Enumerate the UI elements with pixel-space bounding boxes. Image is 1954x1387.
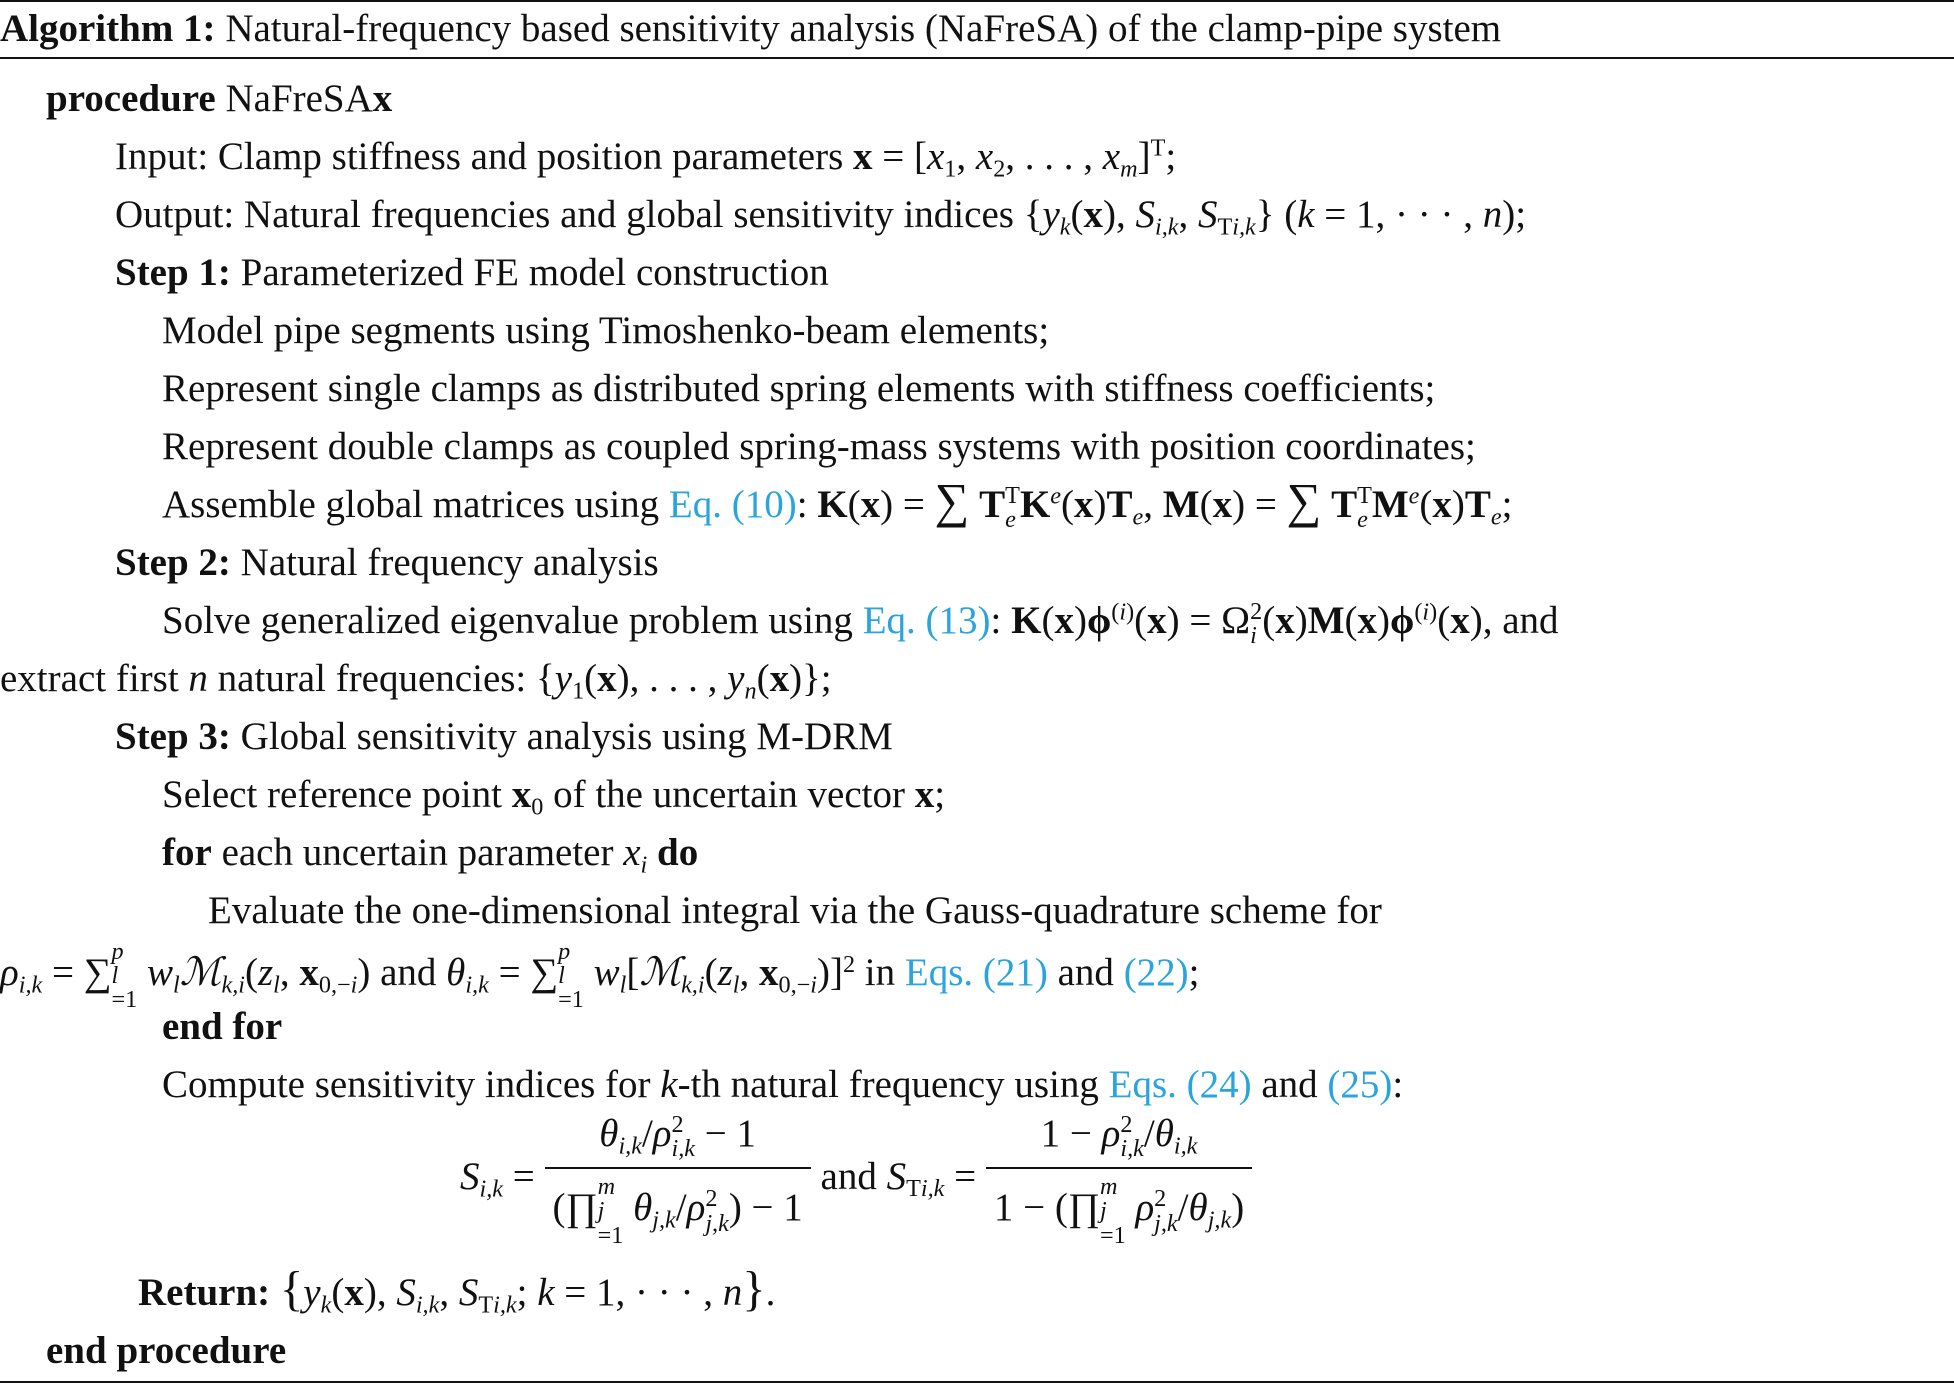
step3-eval-line: Evaluate the one-dimensional integral via the Gauss-quadrature scheme for <box>208 889 1382 932</box>
procedure-name: NaFreSA <box>225 77 373 120</box>
sensitivity-formula: $S_{i,k}$ = $\theta_{i,k}/\rho$ 2 i,k − 1 (∏ m j =1 $\theta_{j,k}/\rho$ 2 j,k ) − 1 and $S_{Ti,k}$ = 1 − ρ 2 i,k $/\theta_{i,k}$ 1 − (∏ m j =1 ρ 2 j,k $/\theta_{j,k}$) <box>460 1112 1252 1262</box>
ref-eq22[interactable]: (22) <box>1123 951 1189 995</box>
step1-heading: Step 1: Parameterized FE model construction <box>115 251 829 294</box>
algorithm-caption <box>0 0 1501 58</box>
bottom-rule <box>0 1381 1954 1383</box>
ref-eq13[interactable]: Eq. (13) <box>862 599 991 642</box>
end-for-line: end for <box>162 1005 283 1048</box>
ref-eqs24[interactable]: Eqs. (24) <box>1108 1063 1252 1106</box>
step1-line-b: Represent single clamps as distributed spring elements with stiffness coefficients; <box>162 367 1436 410</box>
step1-line-c: Represent double clamps as coupled spring-mass systems with position coordinates; <box>162 425 1476 468</box>
step1-line-d: Assemble global matrices using Eq. (10): K(x) = ∑ T T e $K^e(x)T_e$, M(x) = ∑ T T e $M^e(x)T_e$; <box>162 474 1513 534</box>
input-line: Input: Clamp stiffness and position parameters $x = [x_1$, $x_2$, . . . , $x_m]^T$; <box>115 134 1177 183</box>
end-procedure-line: end procedure <box>46 1329 287 1372</box>
ref-eqs21[interactable]: Eqs. (21) <box>904 951 1048 995</box>
ref-eq10[interactable]: Eq. (10) <box>668 483 797 526</box>
step3-heading: Step 3: Global sensitivity analysis using M-DRM <box>115 715 893 758</box>
algorithm-label: Algorithm 1: <box>0 7 216 50</box>
for-line: for each uncertain parameter $x_i$ do <box>162 831 699 879</box>
step3-line-a: Select reference point $x_0$ of the uncertain vector x; <box>162 773 946 821</box>
step3-compute-line: Compute sensitivity indices for k-th natural frequency using Eqs. (24) and (25): <box>162 1063 1404 1106</box>
procedure-line: procedure NaFreSAx <box>46 77 393 120</box>
output-line: Output: Natural frequencies and global sensitivity indices {$y_k(x)$, $S_{i,k}$, $S_{Ti,k}$} (k = 1, · · · , n); <box>115 193 1527 241</box>
ref-eq25[interactable]: (25) <box>1327 1063 1393 1106</box>
return-line: Return: {$y_k(x)$, $S_{i,k}$, $S_{Ti,k}$; k = 1, · · · , n}. <box>138 1262 776 1319</box>
keyword-procedure: procedure <box>46 77 216 120</box>
step2-line-b: extract first n natural frequencies: {$y_1(x)$, . . . , $y_n(x)$}; <box>0 657 832 705</box>
step2-line-a: Solve generalized eigenvalue problem using Eq. (13): $K(x)\phi^{(i)}(x) = \Omega$ 2 i $(x)M(x)\phi^{(i)}(x)$, and <box>162 597 1559 650</box>
step2-heading: Step 2: Natural frequency analysis <box>115 541 659 584</box>
step3-rho-theta-line: $\rho_{i,k}$ = ∑ p l =1 $w_lℳ_{k,i}(z_l$, $x_{0,-i}$) and $\theta_{i,k}$ = ∑ p l =1 $w_l[ℳ_{k,i}(z_l$, $x_{0,-i})]^2$ in Eqs. (21) and (22); <box>0 938 1200 1014</box>
algorithm-title: Natural-frequency based sensitivity analysis (NaFreSA) of the clamp-pipe system <box>225 7 1502 50</box>
step1-line-a: Model pipe segments using Timoshenko-beam elements; <box>162 309 1050 352</box>
